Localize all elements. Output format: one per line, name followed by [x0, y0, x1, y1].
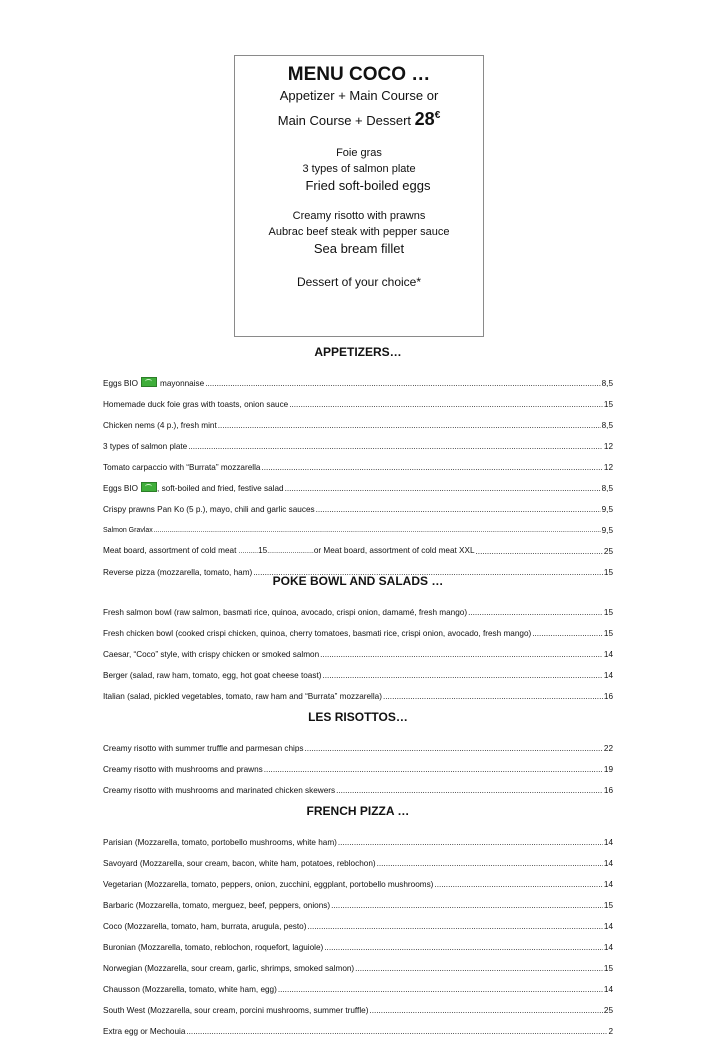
item-price: 2 — [608, 1027, 613, 1036]
item-price: 8,5 — [601, 379, 613, 388]
item-name: South West (Mozzarella, sour cream, porcini mushrooms, summer truffle) — [103, 1006, 369, 1015]
item-price: 15 — [603, 400, 613, 409]
menu-main-item: Creamy risotto with prawns — [292, 210, 426, 222]
section-risottos — [103, 710, 613, 796]
item-price: 22 — [603, 744, 613, 753]
item-name: Savoyard (Mozzarella, sour cream, bacon, white ham, potatoes, reblochon) — [103, 859, 376, 868]
item-price: 12 — [603, 463, 613, 472]
menu-item-row — [103, 953, 613, 974]
item-price: 14 — [603, 650, 613, 659]
item-name: Norwegian (Mozzarella, sour cream, garlic, shrimps, smoked salmon) — [103, 964, 355, 973]
item-name: Tomato carpaccio with “Burrata” mozzarella — [103, 463, 261, 472]
menu-item-row — [103, 733, 613, 754]
item-name: Salmon Gravlax — [103, 527, 153, 534]
menu-item-row — [103, 775, 613, 796]
bio-leaf-icon — [141, 482, 157, 492]
item-name: Eggs BIO , soft-boiled and fried, festive salad — [103, 484, 284, 493]
item-name: Chicken nems (4 p.), fresh mint — [103, 421, 217, 430]
menu-item-row — [103, 515, 613, 536]
item-price: 14 — [603, 671, 613, 680]
section-french-pizza — [103, 804, 613, 1037]
item-price: 16 — [603, 692, 613, 701]
item-mid-price: 15 — [258, 546, 268, 555]
item-price: 14 — [603, 859, 613, 868]
item-name: Eggs BIO mayonnaise — [103, 379, 205, 388]
item-name: Extra egg or Mechouia — [103, 1027, 186, 1036]
menu-item-row — [103, 410, 613, 431]
item-name: Caesar, “Coco” style, with crispy chicken or smoked salmon — [103, 650, 320, 659]
menu-item-row — [103, 848, 613, 869]
menu-item-row — [103, 618, 613, 639]
menu-item-row — [103, 431, 613, 452]
item-price: 15 — [603, 568, 613, 577]
menu-title: MENU COCO … — [287, 64, 431, 85]
menu-price: 28€ — [414, 109, 441, 129]
item-name: Barbaric (Mozzarella, tomato, merguez, beef, peppers, onions) — [103, 901, 331, 910]
menu-main-item: Aubrac beef steak with pepper sauce — [268, 226, 450, 238]
menu-item-row — [103, 974, 613, 995]
item-price: 9,5 — [601, 526, 613, 535]
menu-formula-line-2 — [235, 106, 483, 131]
menu-item-row — [103, 597, 613, 618]
section-title: FRENCH PIZZA … — [306, 804, 410, 818]
item-price: 25 — [603, 1006, 613, 1015]
item-price: 14 — [603, 880, 613, 889]
item-price: 15 — [603, 964, 613, 973]
menu-item-row — [103, 890, 613, 911]
menu-item-row — [103, 368, 613, 389]
item-name: Italian (salad, pickled vegetables, tomato, raw ham and “Burrata” mozzarella) — [103, 692, 382, 701]
menu-item-row — [103, 681, 613, 702]
menu-item-row — [103, 473, 613, 494]
menu-item-row — [103, 869, 613, 890]
menu-item-row — [103, 452, 613, 473]
item-price: 8,5 — [601, 484, 613, 493]
menu-currency: € — [434, 110, 441, 121]
item-price: 14 — [603, 838, 613, 847]
item-name: Parisian (Mozzarella, tomato, portobello mushrooms, white ham) — [103, 838, 337, 847]
item-name: Berger (salad, raw ham, tomato, egg, hot goat cheese toast) — [103, 671, 322, 680]
menu-starter-item: 3 types of salmon plate — [302, 163, 416, 175]
item-price: 14 — [603, 922, 613, 931]
section-appetizers — [103, 345, 613, 578]
item-name: Creamy risotto with mushrooms and prawns — [103, 765, 263, 774]
menu-formula-text: Main Course + Dessert — [277, 113, 412, 128]
menu-mains — [235, 208, 483, 257]
item-price: 14 — [603, 943, 613, 952]
menu-item-row — [103, 754, 613, 775]
menu-main-item: Sea bream fillet — [313, 241, 405, 256]
item-name: Reverse pizza (mozzarella, tomato, ham) — [103, 568, 253, 577]
item-name: Creamy risotto with mushrooms and marinated chicken skewers — [103, 786, 336, 795]
section-title: POKE BOWL AND SALADS … — [272, 574, 444, 588]
menu-item-row — [103, 660, 613, 681]
menu-item-row — [103, 1016, 613, 1037]
item-name: Coco (Mozzarella, tomato, ham, burrata, arugula, pesto) — [103, 922, 307, 931]
menu-starter-item: Fried soft-boiled eggs — [305, 178, 431, 193]
menu-item-row — [103, 536, 613, 557]
item-name: Fresh salmon bowl (raw salmon, basmati rice, quinoa, avocado, crispi onion, damamé, fresh mango) — [103, 608, 468, 617]
item-price: 15 — [603, 629, 613, 638]
menu-item-row — [103, 389, 613, 410]
item-price: 8,5 — [601, 421, 613, 430]
item-price: 15 — [603, 608, 613, 617]
menu-item-row — [103, 639, 613, 660]
item-name: Vegetarian (Mozzarella, tomato, peppers, onion, zucchini, eggplant, portobello mushrooms) — [103, 880, 434, 889]
item-price: 15 — [603, 901, 613, 910]
menu-item-row — [103, 995, 613, 1016]
item-name: Buronian (Mozzarella, tomato, reblochon, roquefort, laguiole) — [103, 943, 324, 952]
item-price: 14 — [603, 985, 613, 994]
menu-item-row — [103, 932, 613, 953]
bio-leaf-icon — [141, 377, 157, 387]
item-name: Fresh chicken bowl (cooked crispi chicken, quinoa, cherry tomatoes, basmati rice, crispi onion, avocado, fresh mango) — [103, 629, 532, 638]
menu-starters — [235, 145, 483, 194]
item-price: 12 — [603, 442, 613, 451]
item-name: Homemade duck foie gras with toasts, onion sauce — [103, 400, 289, 409]
item-name: Crispy prawns Pan Ko (5 p.), mayo, chili and garlic sauces — [103, 505, 315, 514]
item-name: 3 types of salmon plate — [103, 442, 188, 451]
item-price: 19 — [603, 765, 613, 774]
menu-starter-item: Foie gras — [336, 147, 382, 159]
menu-item-row — [103, 827, 613, 848]
item-price: 16 — [603, 786, 613, 795]
section-poke-bowl-salads — [103, 574, 613, 702]
menu-dessert: Dessert of your choice* — [296, 275, 422, 289]
menu-item-row — [103, 911, 613, 932]
item-name: Meat board, assortment of cold meat ..........15........................or Meat board, assortment of cold meat XXL — [103, 546, 475, 555]
menu-formula-line-1: Appetizer + Main Course or — [279, 88, 439, 103]
item-name: Chausson (Mozzarella, tomato, white ham, egg) — [103, 985, 277, 994]
section-title: LES RISOTTOS… — [308, 710, 408, 724]
section-title: APPETIZERS… — [314, 345, 402, 359]
menu-coco-box — [234, 55, 484, 337]
menu-item-row — [103, 494, 613, 515]
item-price: 9,5 — [601, 505, 613, 514]
item-name: Creamy risotto with summer truffle and parmesan chips — [103, 744, 304, 753]
item-price: 25 — [603, 547, 613, 556]
